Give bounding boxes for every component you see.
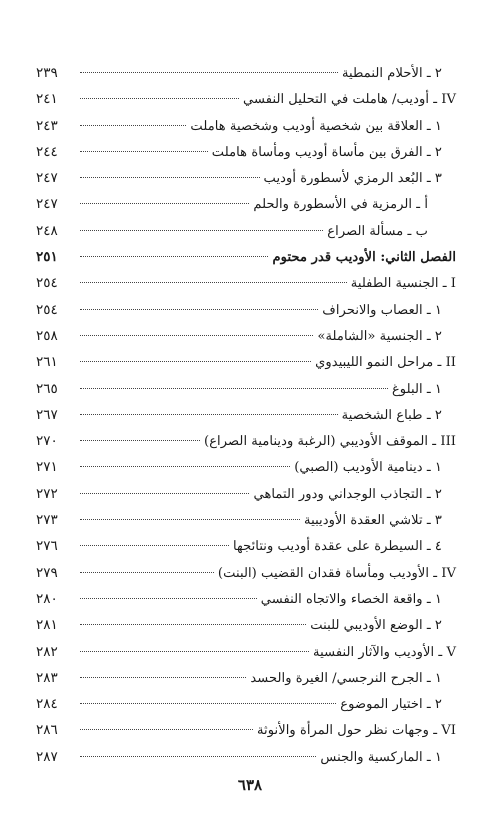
toc-entry [36, 191, 456, 217]
dot-leader [80, 281, 347, 283]
dot-leader [80, 650, 309, 652]
toc-entry [36, 454, 456, 480]
toc-entry-page: ٢٧٣ [36, 512, 58, 529]
toc-entry [36, 376, 456, 402]
table-of-contents [36, 60, 456, 770]
toc-entry-page: ٢٤٧ [36, 170, 58, 187]
toc-entry-title: ١ ـ الماركسية والجنس [320, 749, 442, 765]
toc-entry [36, 507, 456, 533]
toc-entry-title: V ـ الأوديب والآثار النفسية [313, 644, 456, 660]
toc-entry-page: ٢٤٧ [36, 196, 58, 213]
toc-entry-page: ٢٨٧ [36, 748, 58, 765]
dot-leader [80, 124, 186, 126]
toc-entry [36, 139, 456, 165]
toc-entry [36, 218, 456, 244]
toc-entry-page: ٢٨٣ [36, 669, 58, 686]
toc-entry-title: الفصل الثاني: الأوديب قدر محتوم [272, 250, 456, 266]
toc-entry-page: ٢٤٤ [36, 143, 58, 160]
toc-entry-page: ٢٤٣ [36, 117, 58, 134]
toc-entry [36, 717, 456, 743]
toc-entry-title: ٢ ـ الوضع الأوديبي للبنت [310, 618, 442, 634]
toc-entry [36, 665, 456, 691]
toc-entry [36, 270, 456, 296]
toc-entry-title: ٢ ـ اختيار الموضوع [340, 697, 442, 713]
dot-leader [80, 492, 249, 494]
dot-leader [80, 413, 338, 415]
toc-entry-page: ٢٥٤ [36, 275, 58, 292]
toc-entry-title: I ـ الجنسية الطفلية [350, 276, 456, 292]
dot-leader [80, 97, 239, 99]
page-number: ٦٣٨ [237, 776, 263, 794]
toc-entry-page: ٢٨٤ [36, 696, 58, 713]
toc-entry-page: ٢٨١ [36, 617, 58, 634]
toc-entry [36, 244, 456, 270]
toc-entry-title: ١ ـ البلوغ [391, 381, 442, 397]
dot-leader [80, 676, 246, 678]
dot-leader [80, 360, 311, 362]
toc-entry-page: ٢٨٠ [36, 590, 58, 607]
dot-leader [80, 702, 336, 704]
toc-entry-title: ب ـ مسألة الصراع [327, 223, 428, 239]
toc-entry [36, 113, 456, 139]
toc-entry-title: ٢ ـ الفرق بين مأساة أوديب ومأساة هاملت [211, 144, 442, 160]
toc-entry-title: IV ـ الأوديب ومأساة فقدان القضيب (البنت) [217, 565, 456, 581]
toc-entry [36, 639, 456, 665]
dot-leader [80, 544, 229, 546]
toc-entry [36, 349, 456, 375]
toc-entry-title: أ ـ الرمزية في الأسطورة والحلم [253, 197, 428, 213]
dot-leader [80, 176, 260, 178]
dot-leader [80, 571, 214, 573]
toc-entry-title: ٣ ـ تلاشي العقدة الأوديبية [304, 513, 442, 529]
toc-entry [36, 533, 456, 559]
dot-leader [80, 439, 200, 441]
dot-leader [80, 755, 316, 757]
dot-leader [80, 465, 290, 467]
toc-entry [36, 323, 456, 349]
toc-entry-page: ٢٥١ [36, 249, 58, 266]
toc-entry-page: ٢٦٥ [36, 380, 58, 397]
toc-entry-page: ٢٧٢ [36, 485, 58, 502]
toc-entry-page: ٢٨٦ [36, 722, 58, 739]
toc-entry-page: ٢٦٧ [36, 406, 58, 423]
dot-leader [80, 150, 208, 152]
toc-entry-title: IV ـ أوديب/ هاملت في التحليل النفسي [243, 92, 456, 108]
toc-entry-title: III ـ الموقف الأوديبي (الرغبة ودينامية الصراع) [204, 434, 456, 450]
toc-entry [36, 612, 456, 638]
toc-entry-title: ٢ ـ الأحلام النمطية [341, 66, 442, 81]
toc-entry-page: ٢٧١ [36, 459, 58, 476]
toc-entry-title: ٤ ـ السيطرة على عقدة أوديب ونتائجها [233, 539, 442, 555]
toc-entry [36, 165, 456, 191]
toc-entry-title: ١ ـ الجرح النرجسي/ الغيرة والحسد [250, 670, 442, 686]
toc-entry [36, 481, 456, 507]
toc-entry-title: ٣ ـ البُعد الرمزي لأسطورة أوديب [263, 171, 442, 187]
toc-entry [36, 86, 456, 112]
dot-leader [80, 728, 253, 730]
toc-entry [36, 744, 456, 770]
dot-leader [80, 387, 388, 389]
toc-entry-page: ٢٥٤ [36, 301, 58, 318]
toc-entry-title: ٢ ـ طباع الشخصية [341, 407, 442, 423]
dot-leader [80, 518, 300, 520]
dot-leader [80, 202, 249, 204]
toc-entry-title: ١ ـ العصاب والانحراف [322, 302, 442, 318]
toc-entry-page: ٢٤٨ [36, 222, 58, 239]
toc-entry [36, 586, 456, 612]
dot-leader [80, 255, 268, 257]
toc-entry-title: ٢ ـ التجاذب الوجداني ودور التماهي [253, 486, 442, 502]
dot-leader [80, 597, 257, 599]
dot-leader [80, 229, 323, 231]
toc-entry-page: ٢٤١ [36, 91, 58, 108]
toc-entry [36, 60, 456, 86]
toc-entry-title: ١ ـ العلاقة بين شخصية أوديب وشخصية هاملت [190, 118, 442, 134]
toc-entry-page: ٢٦١ [36, 354, 58, 371]
toc-entry [36, 297, 456, 323]
toc-entry [36, 402, 456, 428]
toc-entry [36, 560, 456, 586]
toc-entry-title: ١ ـ دينامية الأوديب (الصبي) [294, 460, 442, 476]
dot-leader [80, 308, 318, 310]
toc-entry-page: ٢٨٢ [36, 643, 58, 660]
toc-entry [36, 691, 456, 717]
toc-entry-title: ١ ـ واقعة الخصاء والاتجاه النفسي [260, 591, 442, 607]
toc-entry-title: ٢ ـ الجنسية «الشاملة» [317, 328, 442, 344]
toc-entry-page: ٢٧٠ [36, 433, 58, 450]
toc-entry-page: ٢٧٦ [36, 538, 58, 555]
dot-leader [80, 623, 306, 625]
toc-entry-page: ٢٥٨ [36, 327, 58, 344]
dot-leader [80, 71, 338, 73]
toc-entry-page: ٢٣٩ [36, 65, 58, 81]
toc-entry-page: ٢٧٩ [36, 564, 58, 581]
dot-leader [80, 334, 313, 336]
toc-entry [36, 428, 456, 454]
toc-entry-title: VI ـ وجهات نظر حول المرأة والأنوثة [256, 723, 456, 739]
toc-entry-title: II ـ مراحل النمو الليبيدوي [315, 355, 456, 371]
